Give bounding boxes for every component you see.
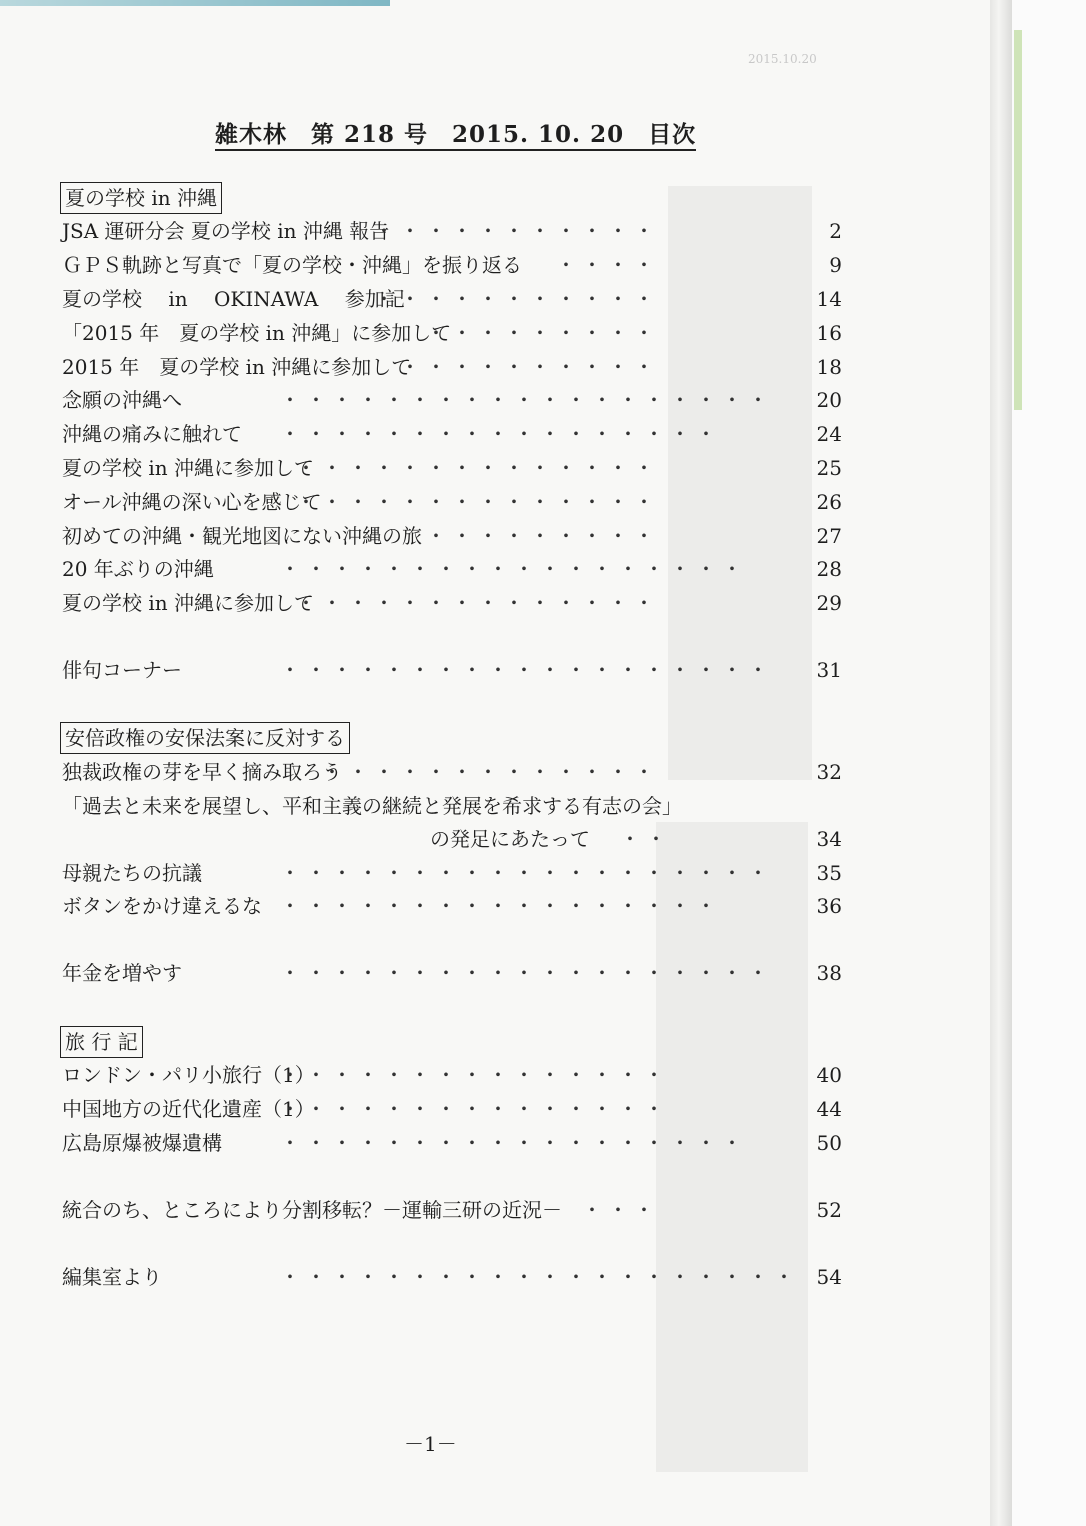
toc-entry: 夏の学校 in 沖縄に参加して ・・・・・・・・・・・・・・ 25 [62, 456, 842, 480]
document-title: 雑木林 第 218 号 2015. 10. 20 目次 [215, 116, 696, 149]
toc-entry: 母親たちの抗議 ・・・・・・・・・・・・・・・・・・・ 35 [62, 861, 842, 885]
toc-entry: ボタンをかけ違えるな ・・・・・・・・・・・・・・・・・ 36 [62, 894, 842, 918]
section-okinawa: 夏の学校 in 沖縄 [60, 182, 222, 214]
toc-entry: 広島原爆被爆遺構 ・・・・・・・・・・・・・・・・・・ 50 [62, 1131, 842, 1155]
toc-entry-continuation: の発足にあたって ・・ 34 [430, 827, 842, 851]
toc-entry: 2015 年 夏の学校 in 沖縄に参加して ・・・・・・・・・・ 18 [62, 355, 842, 379]
toc-entry: 夏の学校 in 沖縄に参加して ・・・・・・・・・・・・・・ 29 [62, 591, 842, 615]
green-binding-strip [1014, 30, 1022, 410]
faint-header: 2015.10.20 [748, 52, 817, 66]
toc-entry: 編集室より ・・・・・・・・・・・・・・・・・・・・ 54 [62, 1265, 842, 1289]
toc-entry: ＧＰＳ軌跡と写真で「夏の学校・沖縄」を振り返る ・・・・ 9 [62, 253, 842, 277]
toc-entry: 夏の学校 in OKINAWA 参加記 ・・・・・・・・・・・ 14 [62, 287, 842, 311]
toc-entry: オール沖縄の深い心を感じて ・・・・・・・・・・・・・・ 26 [62, 490, 842, 514]
toc-entry: 中国地方の近代化遺産（1） ・・・・・・・・・・・・・・・ 44 [62, 1097, 842, 1121]
toc-entry: 20 年ぶりの沖縄 ・・・・・・・・・・・・・・・・・・ 28 [62, 557, 842, 581]
top-edge-strip [0, 0, 390, 6]
toc-entry: 念願の沖縄へ ・・・・・・・・・・・・・・・・・・・ 20 [62, 388, 842, 412]
page-edge-shadow [990, 0, 1012, 1526]
toc-entry: 初めての沖縄・観光地図にない沖縄の旅 ・・・・・・・・・ 27 [62, 524, 842, 548]
toc-entry: 俳句コーナー ・・・・・・・・・・・・・・・・・・・ 31 [62, 658, 842, 682]
toc-entry: 「2015 年 夏の学校 in 沖縄」に参加して ・・・・・・・・・ 16 [62, 321, 842, 345]
toc-entry: 「過去と未来を展望し、平和主義の継続と発展を希求する有志の会」 [62, 794, 682, 818]
toc-entry: 年金を増やす ・・・・・・・・・・・・・・・・・・・ 38 [62, 961, 842, 985]
toc-entry: 統合のち、ところにより分割移転？－運輸三研の近況－ ・・・ 52 [62, 1198, 842, 1222]
toc-entry: 沖縄の痛みに触れて ・・・・・・・・・・・・・・・・・ 24 [62, 422, 842, 446]
toc-entry: 独裁政権の芽を早く摘み取ろう ・・・・・・・・・・・・・ 32 [62, 760, 842, 784]
section-travel: 旅 行 記 [60, 1026, 143, 1058]
stacked-pages [1012, 0, 1086, 1526]
section-abe: 安倍政権の安保法案に反対する [60, 722, 350, 754]
toc-entry: JSA 運研分会 夏の学校 in 沖縄 報告 ・・・・・・・・・・・ 2 [62, 219, 842, 243]
page-number: －1－ [404, 1432, 457, 1456]
toc-entry: ロンドン・パリ小旅行（1） ・・・・・・・・・・・・・・・ 40 [62, 1063, 842, 1087]
